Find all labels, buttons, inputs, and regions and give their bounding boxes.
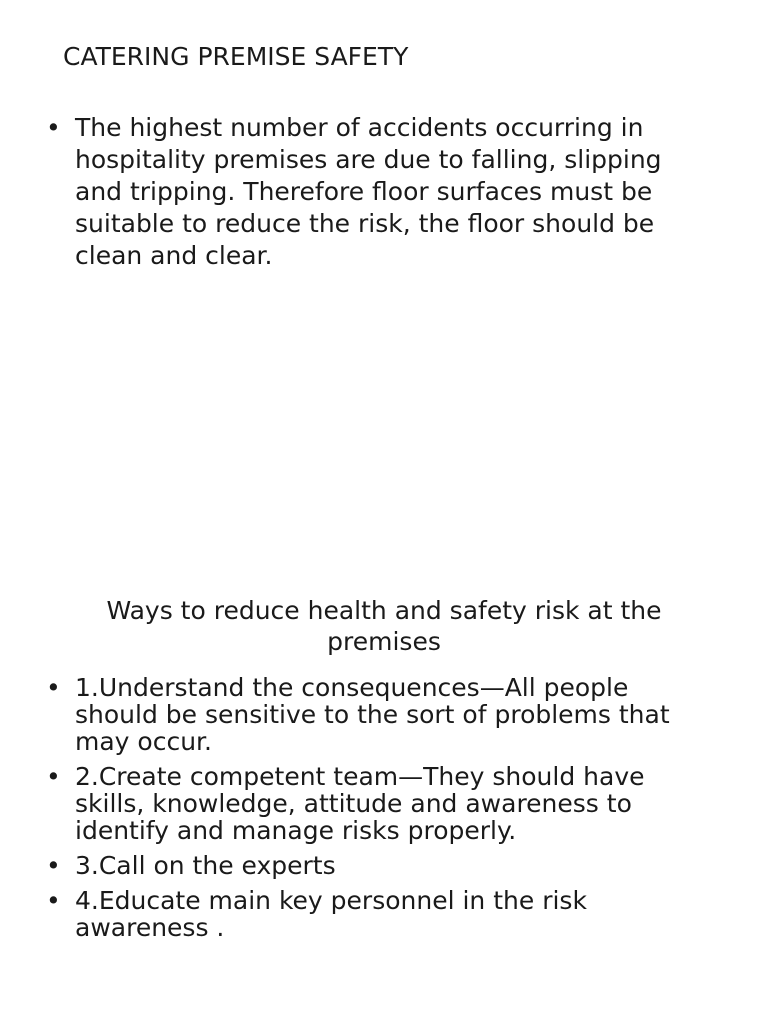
- bullet-icon: •: [46, 673, 61, 702]
- list-item-text: The highest number of accidents occurring in hospitality premises are due to falling, slipping and tripping. Therefore floor surfaces must be suitable to reduce the risk, the floor should be clean and clear.: [75, 113, 662, 270]
- intro-bullet-list: [46, 112, 716, 272]
- list-item: [46, 674, 718, 755]
- list-item-text: 2.Create competent team—They should have skills, knowledge, attitude and awareness to identify and manage risks properly.: [75, 762, 645, 845]
- bullet-icon: •: [46, 886, 61, 915]
- list-item: [46, 887, 718, 941]
- page-title: CATERING PREMISE SAFETY: [63, 42, 409, 71]
- bullet-icon: •: [46, 851, 61, 880]
- bullet-icon: •: [46, 762, 61, 791]
- section-heading: Ways to reduce health and safety risk at the premises: [106, 596, 662, 656]
- bullet-icon: •: [46, 113, 61, 142]
- list-item-text: 3.Call on the experts: [75, 851, 336, 880]
- list-item: [46, 852, 718, 879]
- list-item-text: 4.Educate main key personnel in the risk awareness .: [75, 886, 587, 942]
- list-item: [46, 763, 718, 844]
- ways-bullet-list: [46, 674, 718, 949]
- list-item-text: 1.Understand the consequences—All people should be sensitive to the sort of problems that may occur.: [75, 673, 670, 756]
- list-item: [46, 112, 716, 272]
